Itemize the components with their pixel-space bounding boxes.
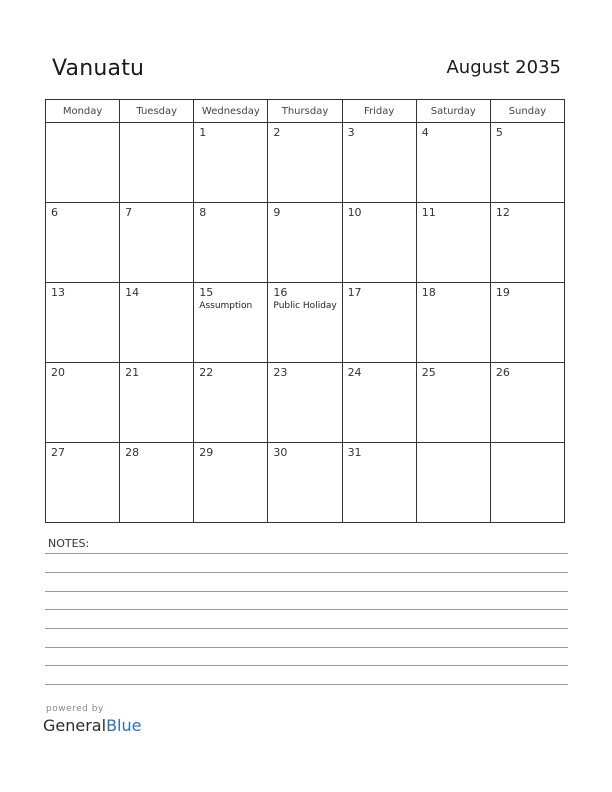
brand-general-text: General (43, 716, 107, 735)
calendar-day-cell[interactable] (268, 203, 342, 283)
brand-blue-text: Blue (106, 716, 142, 735)
day-number: 3 (347, 126, 355, 139)
day-number: 8 (199, 206, 207, 219)
calendar-day-cell[interactable] (416, 363, 490, 443)
weekday-header: Friday (342, 100, 416, 123)
calendar-day-cell[interactable] (416, 123, 490, 203)
calendar-day-cell[interactable] (120, 363, 194, 443)
calendar-day-cell[interactable] (194, 123, 268, 203)
calendar-day-cell[interactable] (194, 203, 268, 283)
day-number: 6 (51, 206, 58, 219)
calendar-day-cell[interactable] (342, 443, 416, 523)
calendar-body (46, 123, 565, 523)
calendar-day-cell[interactable] (416, 283, 490, 363)
notes-line (45, 553, 568, 554)
calendar-day-cell[interactable] (416, 443, 490, 523)
day-number: 28 (125, 446, 140, 459)
day-number: 4 (421, 126, 429, 139)
day-number: 2 (273, 126, 281, 139)
day-number: 31 (347, 446, 362, 459)
day-number: 23 (273, 366, 288, 379)
calendar-day-cell[interactable] (490, 203, 564, 283)
day-number: 7 (125, 206, 133, 219)
day-number: 29 (199, 446, 214, 459)
calendar-grid (45, 99, 565, 523)
notes-line (45, 609, 568, 610)
notes-line (45, 572, 568, 573)
day-number: 21 (125, 366, 140, 379)
calendar-day-cell[interactable] (342, 283, 416, 363)
notes-label: NOTES: (48, 537, 90, 550)
day-number: 18 (421, 286, 436, 299)
calendar-day-cell[interactable] (268, 363, 342, 443)
weekday-header: Thursday (268, 100, 342, 123)
calendar-day-cell[interactable] (268, 443, 342, 523)
day-number: 27 (51, 446, 65, 459)
day-number: 20 (51, 366, 65, 379)
day-number: 30 (273, 446, 288, 459)
day-number: 16 (273, 286, 288, 299)
calendar-week-row (46, 283, 565, 363)
holiday-label: Assumption (199, 301, 253, 311)
day-number: 10 (347, 206, 362, 219)
calendar-day-cell[interactable] (46, 123, 120, 203)
day-number: 9 (273, 206, 281, 219)
notes-line (45, 647, 568, 648)
weekday-header: Sunday (490, 100, 564, 123)
calendar-week-row (46, 363, 565, 443)
day-number: 22 (199, 366, 214, 379)
calendar-week-row (46, 123, 565, 203)
weekday-header: Wednesday (194, 100, 268, 123)
calendar-day-cell[interactable] (120, 203, 194, 283)
weekday-header-row (46, 100, 565, 123)
notes-line (45, 684, 568, 685)
calendar-day-cell[interactable] (268, 123, 342, 203)
calendar-day-cell[interactable] (342, 203, 416, 283)
calendar-week-row (46, 203, 565, 283)
calendar-day-cell[interactable] (416, 203, 490, 283)
notes-line (45, 665, 568, 666)
calendar-day-cell[interactable] (120, 283, 194, 363)
day-number: 24 (347, 366, 362, 379)
day-number: 12 (495, 206, 510, 219)
calendar-day-cell[interactable] (342, 363, 416, 443)
day-number: 1 (199, 126, 207, 139)
calendar-day-cell[interactable] (194, 443, 268, 523)
calendar-day-cell[interactable] (490, 283, 564, 363)
calendar-day-cell[interactable] (490, 443, 564, 523)
calendar-day-cell[interactable] (490, 363, 564, 443)
calendar-day-cell[interactable] (46, 203, 120, 283)
calendar-day-cell[interactable] (46, 283, 120, 363)
day-number: 5 (495, 126, 503, 139)
country-title: Vanuatu (52, 56, 145, 81)
month-year-title: August 2035 (446, 57, 561, 78)
day-number: 19 (495, 286, 510, 299)
day-number: 26 (495, 366, 510, 379)
day-number: 11 (421, 206, 436, 219)
weekday-header: Monday (46, 100, 120, 123)
calendar-day-cell[interactable] (194, 363, 268, 443)
calendar-day-cell[interactable] (194, 283, 268, 363)
calendar-day-cell[interactable] (120, 443, 194, 523)
weekday-header: Saturday (416, 100, 490, 123)
calendar-day-cell[interactable] (490, 123, 564, 203)
calendar-day-cell[interactable] (120, 123, 194, 203)
calendar-day-cell[interactable] (46, 363, 120, 443)
weekday-header: Tuesday (120, 100, 194, 123)
powered-by-text: powered by (46, 704, 104, 714)
calendar-day-cell[interactable] (268, 283, 342, 363)
day-number: 17 (347, 286, 362, 299)
day-number: 13 (51, 286, 65, 299)
calendar-week-row (46, 443, 565, 523)
day-number: 14 (125, 286, 140, 299)
day-number: 15 (199, 286, 214, 299)
calendar-day-cell[interactable] (46, 443, 120, 523)
notes-line (45, 591, 568, 592)
notes-line (45, 628, 568, 629)
calendar-day-cell[interactable] (342, 123, 416, 203)
day-number: 25 (421, 366, 436, 379)
generalblue-logo[interactable] (43, 716, 141, 735)
holiday-label: Public Holiday (273, 301, 337, 311)
